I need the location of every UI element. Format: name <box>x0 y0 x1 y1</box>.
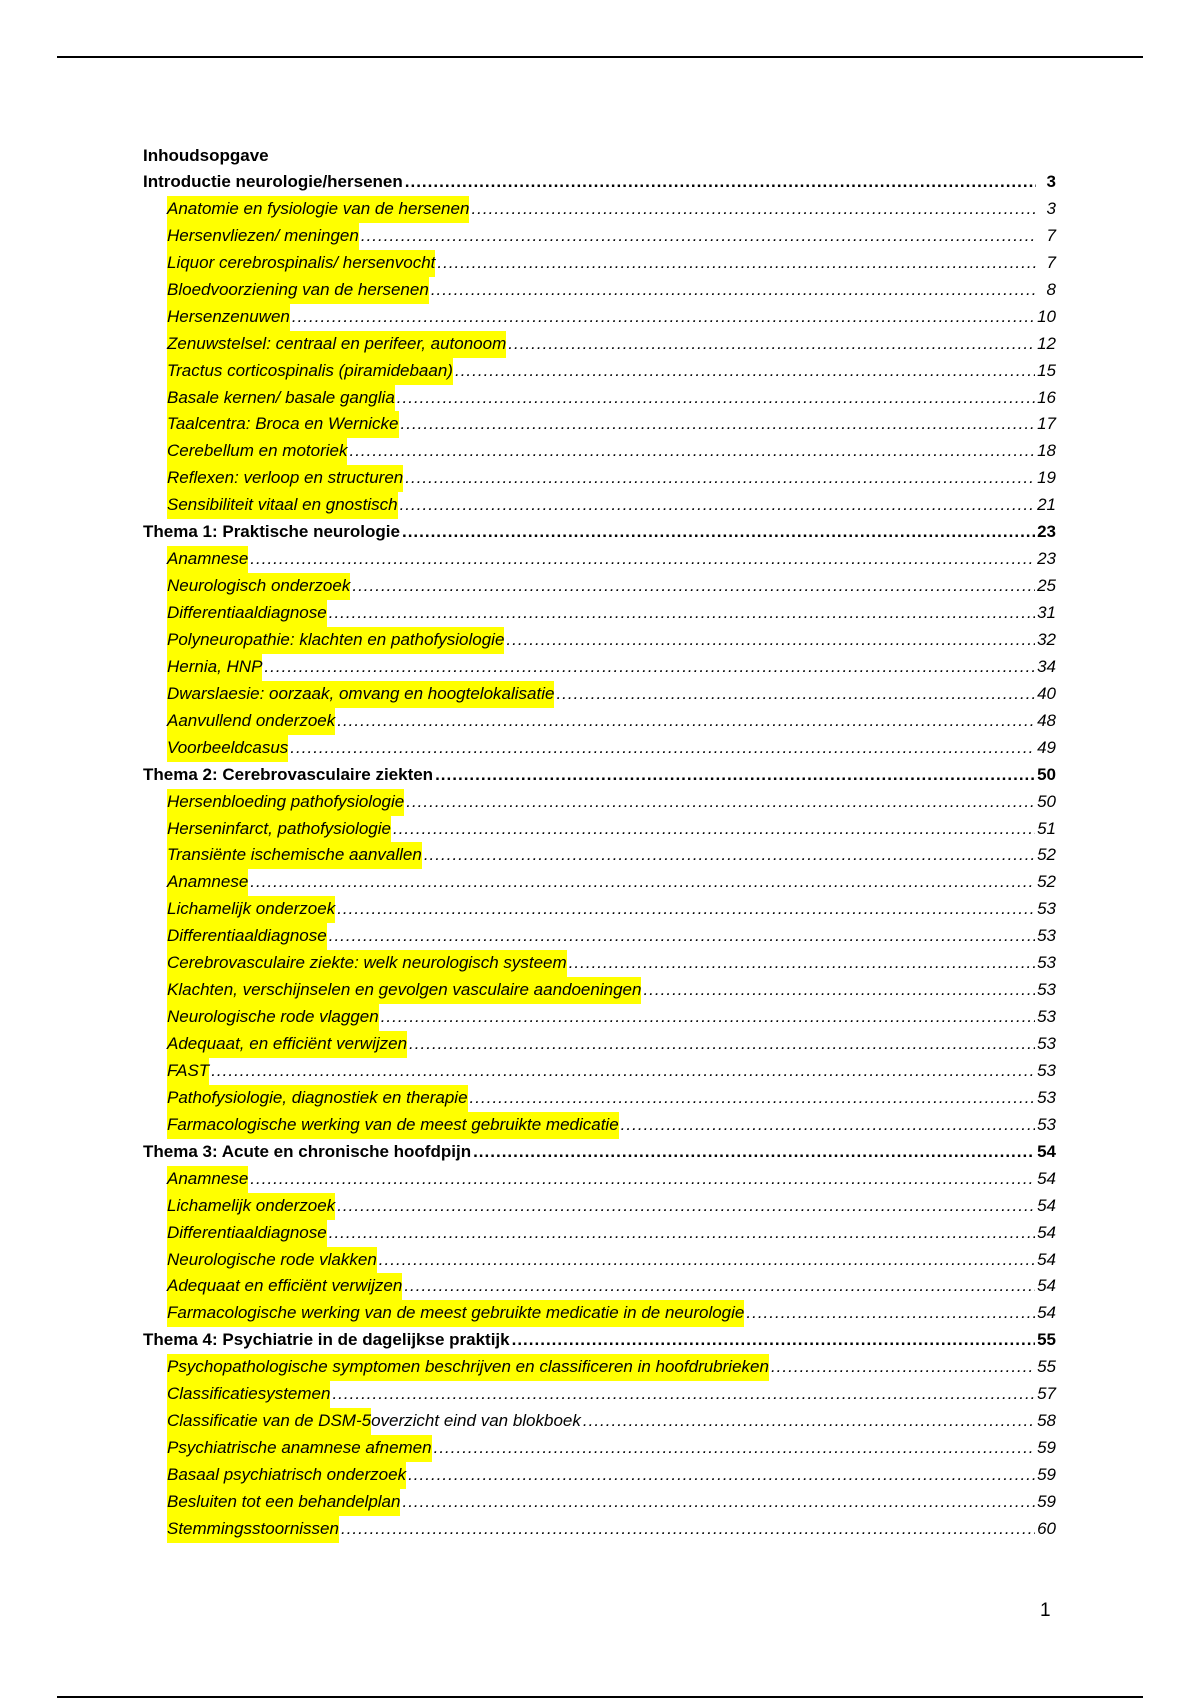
toc-chapter-entry[interactable] <box>143 169 1056 196</box>
dot-leader <box>381 1004 1035 1031</box>
entry-page-number: 15 <box>1037 360 1056 380</box>
entry-title-text: Adequaat, en efficiënt verwijzen <box>167 1034 408 1053</box>
entry-page-number: 23 <box>1037 522 1056 542</box>
toc-chapter-entry[interactable] <box>143 762 1056 789</box>
toc-section-entry[interactable] <box>143 896 1056 923</box>
entry-page-number: 60 <box>1037 1518 1056 1538</box>
section-title <box>167 896 335 923</box>
section-title <box>167 1058 209 1085</box>
entry-title-text: Anatomie en fysiologie van de hersenen <box>167 198 470 218</box>
section-title <box>167 1166 248 1193</box>
entry-page-number: 7 <box>1046 225 1056 245</box>
entry-title-text: Neurologisch onderzoek <box>167 576 351 596</box>
dot-leader <box>405 465 1035 492</box>
entry-title-text: Hersenbloeding pathofysiologie <box>167 791 405 811</box>
dot-leader <box>379 1247 1035 1274</box>
entry-title-text: Hersenvliezen/ meningen <box>167 225 359 245</box>
dot-leader <box>329 600 1035 627</box>
entry-page-number: 25 <box>1037 576 1056 596</box>
entry-page-number: 59 <box>1037 1465 1056 1484</box>
dot-leader <box>746 1300 1035 1327</box>
toc-section-entry[interactable] <box>143 1516 1056 1543</box>
toc-section-entry[interactable] <box>143 654 1056 681</box>
entry-page-number: 48 <box>1037 710 1056 730</box>
footer-rule <box>57 1696 1143 1698</box>
entry-title-text: Classificatie van de DSM-5 <box>167 1411 372 1431</box>
entry-page-number: 50 <box>1037 764 1056 784</box>
entry-title-text: Stemmingsstoornissen <box>167 1518 339 1538</box>
toc-section-entry[interactable] <box>143 681 1056 708</box>
entry-title-text: Voorbeeldcasus <box>167 737 289 757</box>
dot-leader <box>470 1085 1036 1112</box>
toc-section-entry[interactable] <box>143 223 1056 250</box>
entry-title-text: Neurologische rode vlakken <box>167 1249 377 1269</box>
chapter-title <box>143 519 400 546</box>
entry-title-text: Introductie neurologie/hersenen <box>143 172 403 191</box>
entry-page-number: 32 <box>1037 629 1056 649</box>
toc-section-entry[interactable] <box>143 573 1056 600</box>
entry-page-number: 53 <box>1037 1007 1056 1027</box>
toc-section-entry[interactable] <box>143 842 1056 869</box>
entry-page-number: 54 <box>1037 1303 1056 1323</box>
chapter-title <box>143 169 403 196</box>
section-title <box>167 385 395 412</box>
dot-leader <box>352 573 1035 600</box>
entry-page-number: 19 <box>1037 468 1056 488</box>
entry-page-number: 59 <box>1037 1438 1056 1458</box>
entry-page-number: 59 <box>1037 1491 1056 1511</box>
dot-leader <box>250 1166 1035 1193</box>
dot-leader <box>401 411 1036 438</box>
entry-title-text: Cerebrovasculaire ziekte: welk neurologisch systeem <box>167 953 567 973</box>
toc-section-entry[interactable] <box>143 1166 1056 1193</box>
dot-leader <box>211 1058 1035 1085</box>
entry-title-text: FAST <box>167 1060 210 1080</box>
section-title <box>167 869 248 896</box>
dot-leader <box>506 627 1035 654</box>
section-title <box>167 681 554 708</box>
toc-section-entry[interactable] <box>143 1112 1056 1139</box>
dot-leader <box>393 816 1035 843</box>
toc-section-entry[interactable] <box>143 465 1056 492</box>
entry-page-number: 58 <box>1037 1411 1056 1431</box>
section-title <box>167 735 288 762</box>
section-title <box>167 1004 379 1031</box>
chapter-title <box>143 762 433 789</box>
section-title <box>167 1408 371 1435</box>
dot-leader <box>292 304 1035 331</box>
toc-section-entry[interactable] <box>143 358 1056 385</box>
entry-title-text: Besluiten tot een behandelplan <box>167 1491 401 1511</box>
dot-leader <box>250 869 1035 896</box>
entry-title-text: Klachten, verschijnselen en gevolgen vasculaire aandoeningen <box>167 980 642 1000</box>
entry-title-text: Basale kernen/ basale ganglia <box>167 387 395 407</box>
section-title <box>167 789 404 816</box>
entry-title-text: Lichamelijk onderzoek <box>167 1195 336 1215</box>
entry-page-number: 53 <box>1037 926 1056 946</box>
toc-section-entry[interactable] <box>143 304 1056 331</box>
entry-title-text: Anamnese <box>167 549 249 569</box>
dot-leader <box>408 1462 1035 1489</box>
entry-title-text: Anamnese <box>167 1168 249 1188</box>
entry-page-number: 50 <box>1037 791 1056 811</box>
toc-section-entry[interactable] <box>143 1462 1056 1489</box>
entry-page-number: 21 <box>1037 495 1056 515</box>
toc-section-entry[interactable] <box>143 411 1056 438</box>
section-title <box>167 1516 339 1543</box>
entry-page-number: 40 <box>1037 683 1056 703</box>
toc-section-entry[interactable] <box>143 977 1056 1004</box>
dot-leader <box>569 950 1035 977</box>
section-title <box>167 196 469 223</box>
dot-leader <box>583 1408 1035 1435</box>
entry-title-text: Thema 3: Acute en chronische hoofdpijn <box>143 1141 472 1161</box>
entry-page-number: 18 <box>1037 441 1056 461</box>
dot-leader <box>397 385 1035 412</box>
page-number: 1 <box>1040 1600 1051 1621</box>
section-title <box>167 1085 468 1112</box>
toc-section-entry[interactable] <box>143 1193 1056 1220</box>
entry-page-number: 57 <box>1037 1384 1056 1404</box>
entry-title-text: Hernia, HNP <box>167 656 263 676</box>
dot-leader <box>341 1516 1035 1543</box>
entry-page-number: 49 <box>1037 737 1056 757</box>
section-title <box>167 573 350 600</box>
dot-leader <box>402 519 1035 546</box>
dot-leader <box>290 735 1035 762</box>
toc-entries <box>143 169 1056 1543</box>
toc-section-entry[interactable] <box>143 923 1056 950</box>
section-title <box>167 1435 432 1462</box>
section-title <box>167 977 641 1004</box>
section-title <box>167 438 347 465</box>
toc-section-entry[interactable] <box>143 816 1056 843</box>
dot-leader <box>406 789 1035 816</box>
entry-page-number: 52 <box>1037 845 1056 865</box>
dot-leader <box>264 654 1035 681</box>
section-title <box>167 627 504 654</box>
toc-section-entry[interactable] <box>143 869 1056 896</box>
section-title <box>167 411 399 438</box>
entry-page-number: 55 <box>1037 1357 1056 1377</box>
entry-title-text: Polyneuropathie: klachten en pathofysiologie <box>167 629 505 649</box>
header-rule <box>57 56 1143 58</box>
dot-leader <box>435 762 1035 789</box>
entry-title-text: Taalcentra: Broca en Wernicke <box>167 414 399 434</box>
entry-title-text: Transiënte ischemische aanvallen <box>167 845 422 865</box>
toc-section-entry[interactable] <box>143 600 1056 627</box>
dot-leader <box>404 1273 1035 1300</box>
dot-leader <box>556 681 1035 708</box>
dot-leader <box>349 438 1035 465</box>
dot-leader <box>771 1354 1035 1381</box>
entry-title-text: Anamnese <box>167 872 249 892</box>
dot-leader <box>409 1031 1035 1058</box>
toc-chapter-entry[interactable] <box>143 519 1056 546</box>
toc-chapter-entry[interactable] <box>143 1139 1056 1166</box>
entry-page-number: 8 <box>1046 279 1056 299</box>
entry-page-number: 54 <box>1037 1249 1056 1269</box>
toc-section-entry[interactable] <box>143 1354 1056 1381</box>
toc-section-entry[interactable] <box>143 1220 1056 1247</box>
dot-leader <box>332 1381 1035 1408</box>
entry-title-text: Thema 1: Praktische neurologie <box>143 522 400 542</box>
entry-page-number: 53 <box>1037 1034 1056 1053</box>
toc-section-entry[interactable] <box>143 1247 1056 1274</box>
entry-title-text: Neurologische rode vlaggen <box>167 1007 379 1027</box>
toc-chapter-entry[interactable] <box>143 1327 1056 1354</box>
entry-page-number: 10 <box>1037 306 1056 326</box>
toc-heading: Inhoudsopgave <box>143 146 269 165</box>
dot-leader <box>400 492 1036 519</box>
entry-title-text: Farmacologische werking van de meest gebruikte medicatie <box>167 1114 619 1134</box>
entry-page-number: 3 <box>1046 198 1056 218</box>
section-title <box>167 1247 377 1274</box>
entry-page-number: 53 <box>1037 1087 1056 1107</box>
entry-title-text: Hersenzenuwen <box>167 306 290 326</box>
dot-leader <box>512 1327 1035 1354</box>
entry-page-number: 52 <box>1037 872 1056 892</box>
section-title <box>167 358 453 385</box>
section-title <box>167 492 398 519</box>
entry-page-number: 17 <box>1037 414 1056 434</box>
toc-section-entry[interactable] <box>143 277 1056 304</box>
entry-page-number: 23 <box>1037 549 1056 569</box>
entry-title-text: Cerebellum en motoriek <box>167 441 348 461</box>
entry-title-text: Farmacologische werking van de meest gebruikte medicatie in de neurologie <box>167 1303 745 1323</box>
entry-title-text: Thema 4: Psychiatrie in de dagelijkse praktijk <box>143 1330 510 1350</box>
entry-page-number: 51 <box>1037 818 1056 838</box>
entry-page-number: 54 <box>1037 1141 1056 1161</box>
entry-title-text: Differentiaaldiagnose <box>167 926 327 946</box>
dot-leader <box>437 250 1036 277</box>
entry-page-number: 34 <box>1037 656 1056 676</box>
entry-title-text: Lichamelijk onderzoek <box>167 899 336 919</box>
dot-leader <box>337 896 1035 923</box>
section-title <box>167 1112 619 1139</box>
entry-page-number: 16 <box>1037 387 1056 407</box>
toc-section-entry[interactable] <box>143 1435 1056 1462</box>
section-title <box>167 1354 769 1381</box>
dot-leader <box>337 708 1035 735</box>
toc-section-entry[interactable] <box>143 546 1056 573</box>
entry-title-text: Classificatiesystemen <box>167 1384 331 1404</box>
dot-leader <box>250 546 1035 573</box>
entry-title-text: Aanvullend onderzoek <box>167 710 336 730</box>
section-title <box>167 1220 327 1247</box>
dot-leader <box>329 923 1035 950</box>
section-title <box>167 1300 744 1327</box>
toc-section-entry[interactable] <box>143 1381 1056 1408</box>
toc-section-entry[interactable] <box>143 735 1056 762</box>
entry-page-number: 53 <box>1037 953 1056 973</box>
entry-page-number: 55 <box>1037 1330 1056 1350</box>
section-title <box>167 1031 407 1058</box>
dot-leader <box>455 358 1035 385</box>
dot-leader <box>329 1220 1035 1247</box>
section-title <box>167 546 248 573</box>
entry-title-text: Basaal psychiatrisch onderzoek <box>167 1465 407 1484</box>
dot-leader <box>424 842 1035 869</box>
entry-title-text: Thema 2: Cerebrovasculaire ziekten <box>143 764 434 784</box>
chapter-title <box>143 1327 510 1354</box>
entry-page-number: 54 <box>1037 1168 1056 1188</box>
entry-title-text: Liquor cerebrospinalis/ hersenvocht <box>167 252 436 272</box>
section-title <box>167 1273 402 1300</box>
toc-section-entry[interactable] <box>143 950 1056 977</box>
section-title <box>167 277 429 304</box>
section-title <box>167 600 327 627</box>
section-title <box>167 1462 406 1489</box>
toc-section-entry[interactable] <box>143 789 1056 816</box>
entry-title-text: Dwarslaesie: oorzaak, omvang en hoogtelokalisatie <box>167 683 555 703</box>
toc-section-entry[interactable] <box>143 627 1056 654</box>
entry-title-text: Adequaat en efficiënt verwijzen <box>167 1276 403 1296</box>
toc-section-entry[interactable] <box>143 1489 1056 1516</box>
section-title <box>167 331 506 358</box>
entry-title-suffix: overzicht eind van blokboek <box>371 1411 581 1431</box>
toc-section-entry[interactable] <box>143 1085 1056 1112</box>
dot-leader <box>405 169 1036 196</box>
entry-page-number: 3 <box>1046 172 1056 191</box>
entry-title-text: Psychiatrische anamnese afnemen <box>167 1438 432 1458</box>
entry-page-number: 7 <box>1046 252 1056 272</box>
dot-leader <box>508 331 1035 358</box>
dot-leader <box>402 1489 1035 1516</box>
entry-title-text: Sensibiliteit vitaal en gnostisch <box>167 495 398 515</box>
toc-section-entry[interactable] <box>143 1058 1056 1085</box>
toc-section-entry[interactable] <box>143 250 1056 277</box>
dot-leader <box>431 277 1036 304</box>
section-title <box>167 654 262 681</box>
section-title <box>167 223 359 250</box>
toc-section-entry[interactable] <box>143 708 1056 735</box>
toc-section-entry[interactable] <box>143 196 1056 223</box>
section-title <box>167 950 567 977</box>
section-title <box>167 816 391 843</box>
entry-page-number: 31 <box>1037 603 1056 622</box>
entry-page-number: 54 <box>1037 1276 1056 1296</box>
entry-title-text: Reflexen: verloop en structuren <box>167 468 404 488</box>
toc-section-entry[interactable] <box>143 1273 1056 1300</box>
entry-title-text: Tractus corticospinalis (piramidebaan) <box>167 360 453 380</box>
section-title <box>167 465 403 492</box>
section-title <box>167 250 435 277</box>
table-of-contents <box>143 144 1056 1543</box>
entry-title-text: Herseninfarct, pathofysiologie <box>167 818 391 838</box>
toc-section-entry[interactable] <box>143 1408 1056 1435</box>
entry-title-text: Pathofysiologie, diagnostiek en therapie <box>167 1087 468 1107</box>
entry-page-number: 53 <box>1037 980 1056 1000</box>
toc-section-entry[interactable] <box>143 438 1056 465</box>
dot-leader <box>361 223 1036 250</box>
section-title <box>167 708 335 735</box>
dot-leader <box>621 1112 1035 1139</box>
entry-title-text: Zenuwstelsel: centraal en perifeer, autonoom <box>167 333 507 353</box>
entry-page-number: 53 <box>1037 899 1056 919</box>
section-title <box>167 923 327 950</box>
dot-leader <box>643 977 1035 1004</box>
section-title <box>167 304 290 331</box>
dot-leader <box>337 1193 1035 1220</box>
entry-title-text: Differentiaaldiagnose <box>167 603 327 622</box>
entry-title-text: Bloedvoorziening van de hersenen <box>167 279 429 299</box>
section-title <box>167 842 422 869</box>
entry-page-number: 53 <box>1037 1114 1056 1134</box>
toc-section-entry[interactable] <box>143 492 1056 519</box>
toc-section-entry[interactable] <box>143 1004 1056 1031</box>
dot-leader <box>434 1435 1035 1462</box>
entry-page-number: 54 <box>1037 1195 1056 1215</box>
chapter-title <box>143 1139 471 1166</box>
entry-title-text: Differentiaaldiagnose <box>167 1222 327 1242</box>
toc-section-entry[interactable] <box>143 1031 1056 1058</box>
dot-leader <box>473 1139 1035 1166</box>
toc-section-entry[interactable] <box>143 331 1056 358</box>
toc-section-entry[interactable] <box>143 1300 1056 1327</box>
entry-title-text: Psychopathologische symptomen beschrijven en classificeren in hoofdrubrieken <box>167 1357 769 1377</box>
entry-page-number: 54 <box>1037 1222 1056 1242</box>
toc-section-entry[interactable] <box>143 385 1056 412</box>
entry-page-number: 53 <box>1037 1060 1056 1080</box>
section-title <box>167 1381 330 1408</box>
entry-page-number: 12 <box>1037 333 1056 353</box>
section-title <box>167 1193 335 1220</box>
section-title <box>167 1489 400 1516</box>
dot-leader <box>471 196 1036 223</box>
